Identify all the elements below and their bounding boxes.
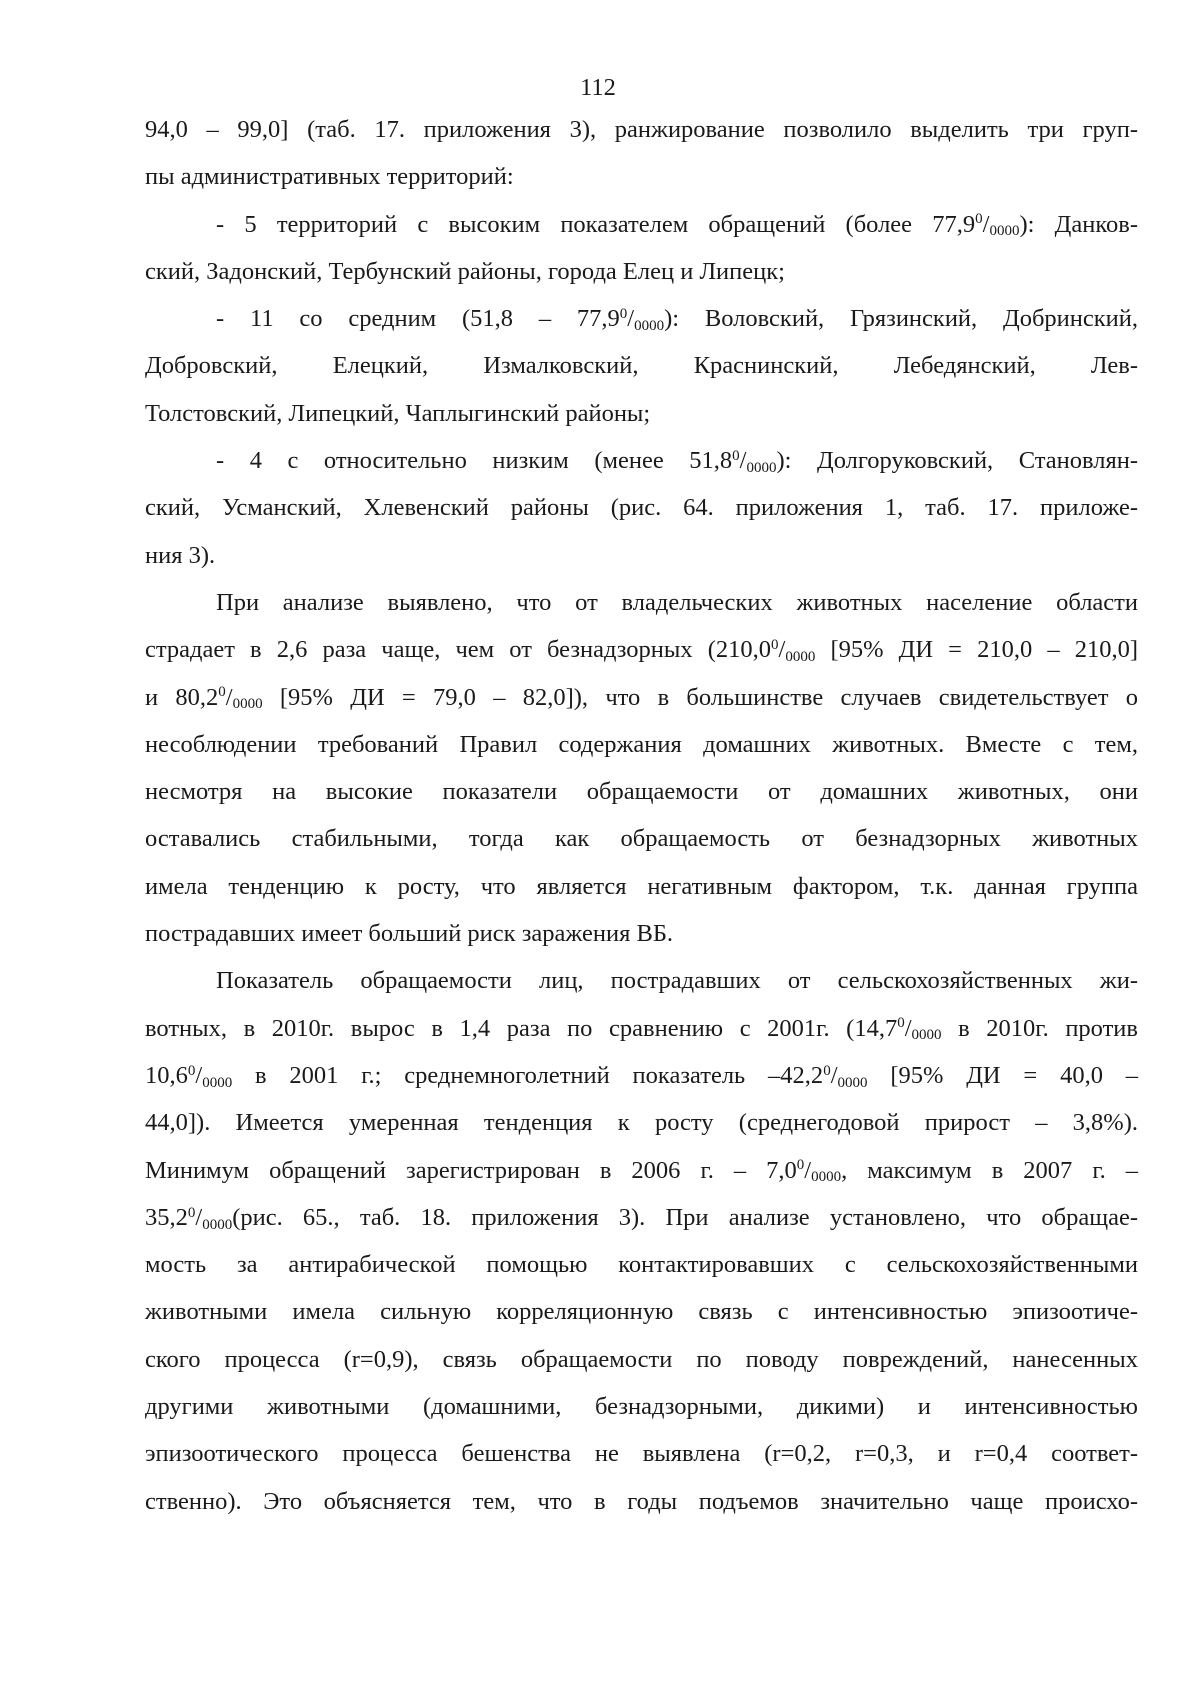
- text-line: эпизоотического процесса бешенства не выявлена (r=0,2, r=0,3, и r=0,4 соответ-: [145, 1440, 1138, 1468]
- text-line: пострадавших имеет больший риск заражения ВБ.: [145, 920, 674, 948]
- text-line: ния 3).: [145, 541, 216, 569]
- text-line: Минимум обращений зарегистрирован в 2006 г. – $7,0^0/_{0000}$, максимум в 2007 г. –: [145, 1156, 1138, 1186]
- text-line: 44,0]). Имеется умеренная тенденция к росту (среднегодовой прирост – 3,8%).: [145, 1109, 1138, 1137]
- text-line: и $80,2^0/_{0000}$ [95% ДИ = 79,0 – 82,0]), что в большинстве случаев свидетельствует о: [145, 683, 1138, 713]
- text-line: мость за антирабической помощью контактировавших с сельскохозяйственными: [145, 1251, 1138, 1279]
- text-line: пы административных территорий:: [145, 163, 514, 191]
- text-line: животными имела сильную корреляционную связь с интенсивностью эпизоотиче-: [145, 1298, 1138, 1326]
- text-line: $10,6^0/_{0000}$ в 2001 г.; среднемноголетний показатель $-42,2^0/_{0000}$ [95% ДИ = 40,0 –: [145, 1061, 1139, 1091]
- text-line: $35,2^0/_{0000}(рис$. 65., таб. 18. приложения 3). При анализе установлено, что обращае-: [145, 1203, 1138, 1233]
- text-line: вотных, в 2010г. вырос в 1,4 раза по сравнению с 2001г. ($14,7^0/_{0000}$ в 2010г. против: [145, 1014, 1138, 1044]
- text-line: несоблюдении требований Правил содержания домашних животных. Вместе с тем,: [145, 730, 1138, 758]
- text-line: имела тенденцию к росту, что является негативным фактором, т.к. данная группа: [145, 872, 1138, 900]
- text-line: - 4 с относительно низким (менее $51,8^0/_{0000}$): Долгоруковский, Становлян-: [216, 447, 1138, 476]
- text-line: Толстовский, Липецкий, Чаплыгинский районы;: [145, 399, 651, 427]
- text-line: Добровский, Елецкий, Измалковский, Краснинский, Лебедянский, Лев-: [145, 352, 1138, 380]
- text-line: - 11 со средним $(51,8 - 77,9^0/_{0000})$: Воловский, Грязинский, Добринский,: [216, 305, 1139, 334]
- text-line: 94,0 – 99,0] (таб. 17. приложения 3), ранжирование позволило выделить три груп-: [145, 116, 1138, 143]
- text-line: При анализе выявлено, что от владельческих животных население области: [216, 588, 1138, 616]
- text-line: ственно). Это объясняется тем, что в годы подъемов значительно чаще происхо-: [145, 1487, 1138, 1515]
- text-line: Показатель обращаемости лиц, пострадавших от сельскохозяйственных жи-: [216, 967, 1138, 995]
- text-line: ский, Задонский, Тербунский районы, города Елец и Липецк;: [145, 257, 785, 285]
- text-line: оставались стабильными, тогда как обращаемость от безнадзорных животных: [145, 825, 1138, 853]
- text-line: ского процесса (r=0,9), связь обращаемости по поводу повреждений, нанесенных: [145, 1345, 1138, 1373]
- text-line: другими животными (домашними, безнадзорными, дикими) и интенсивностью: [145, 1393, 1138, 1421]
- text-line: - 5 территорий с высоким показателем обращений (более $77,9^0/_{0000}$): Данков-: [216, 210, 1138, 240]
- text-line: страдает в 2,6 раза чаще, чем от безнадзорных ($210,0^0/_{0000}$ [95% ДИ = 210,0 – 210,0]: [145, 636, 1139, 666]
- text-line: ский, Усманский, Хлевенский районы (рис. 64. приложения 1, таб. 17. приложе-: [145, 494, 1138, 522]
- page-number: 112: [580, 74, 616, 101]
- text-line: несмотря на высокие показатели обращаемости от домашних животных, они: [145, 778, 1138, 806]
- body-text: [145, 106, 1138, 1525]
